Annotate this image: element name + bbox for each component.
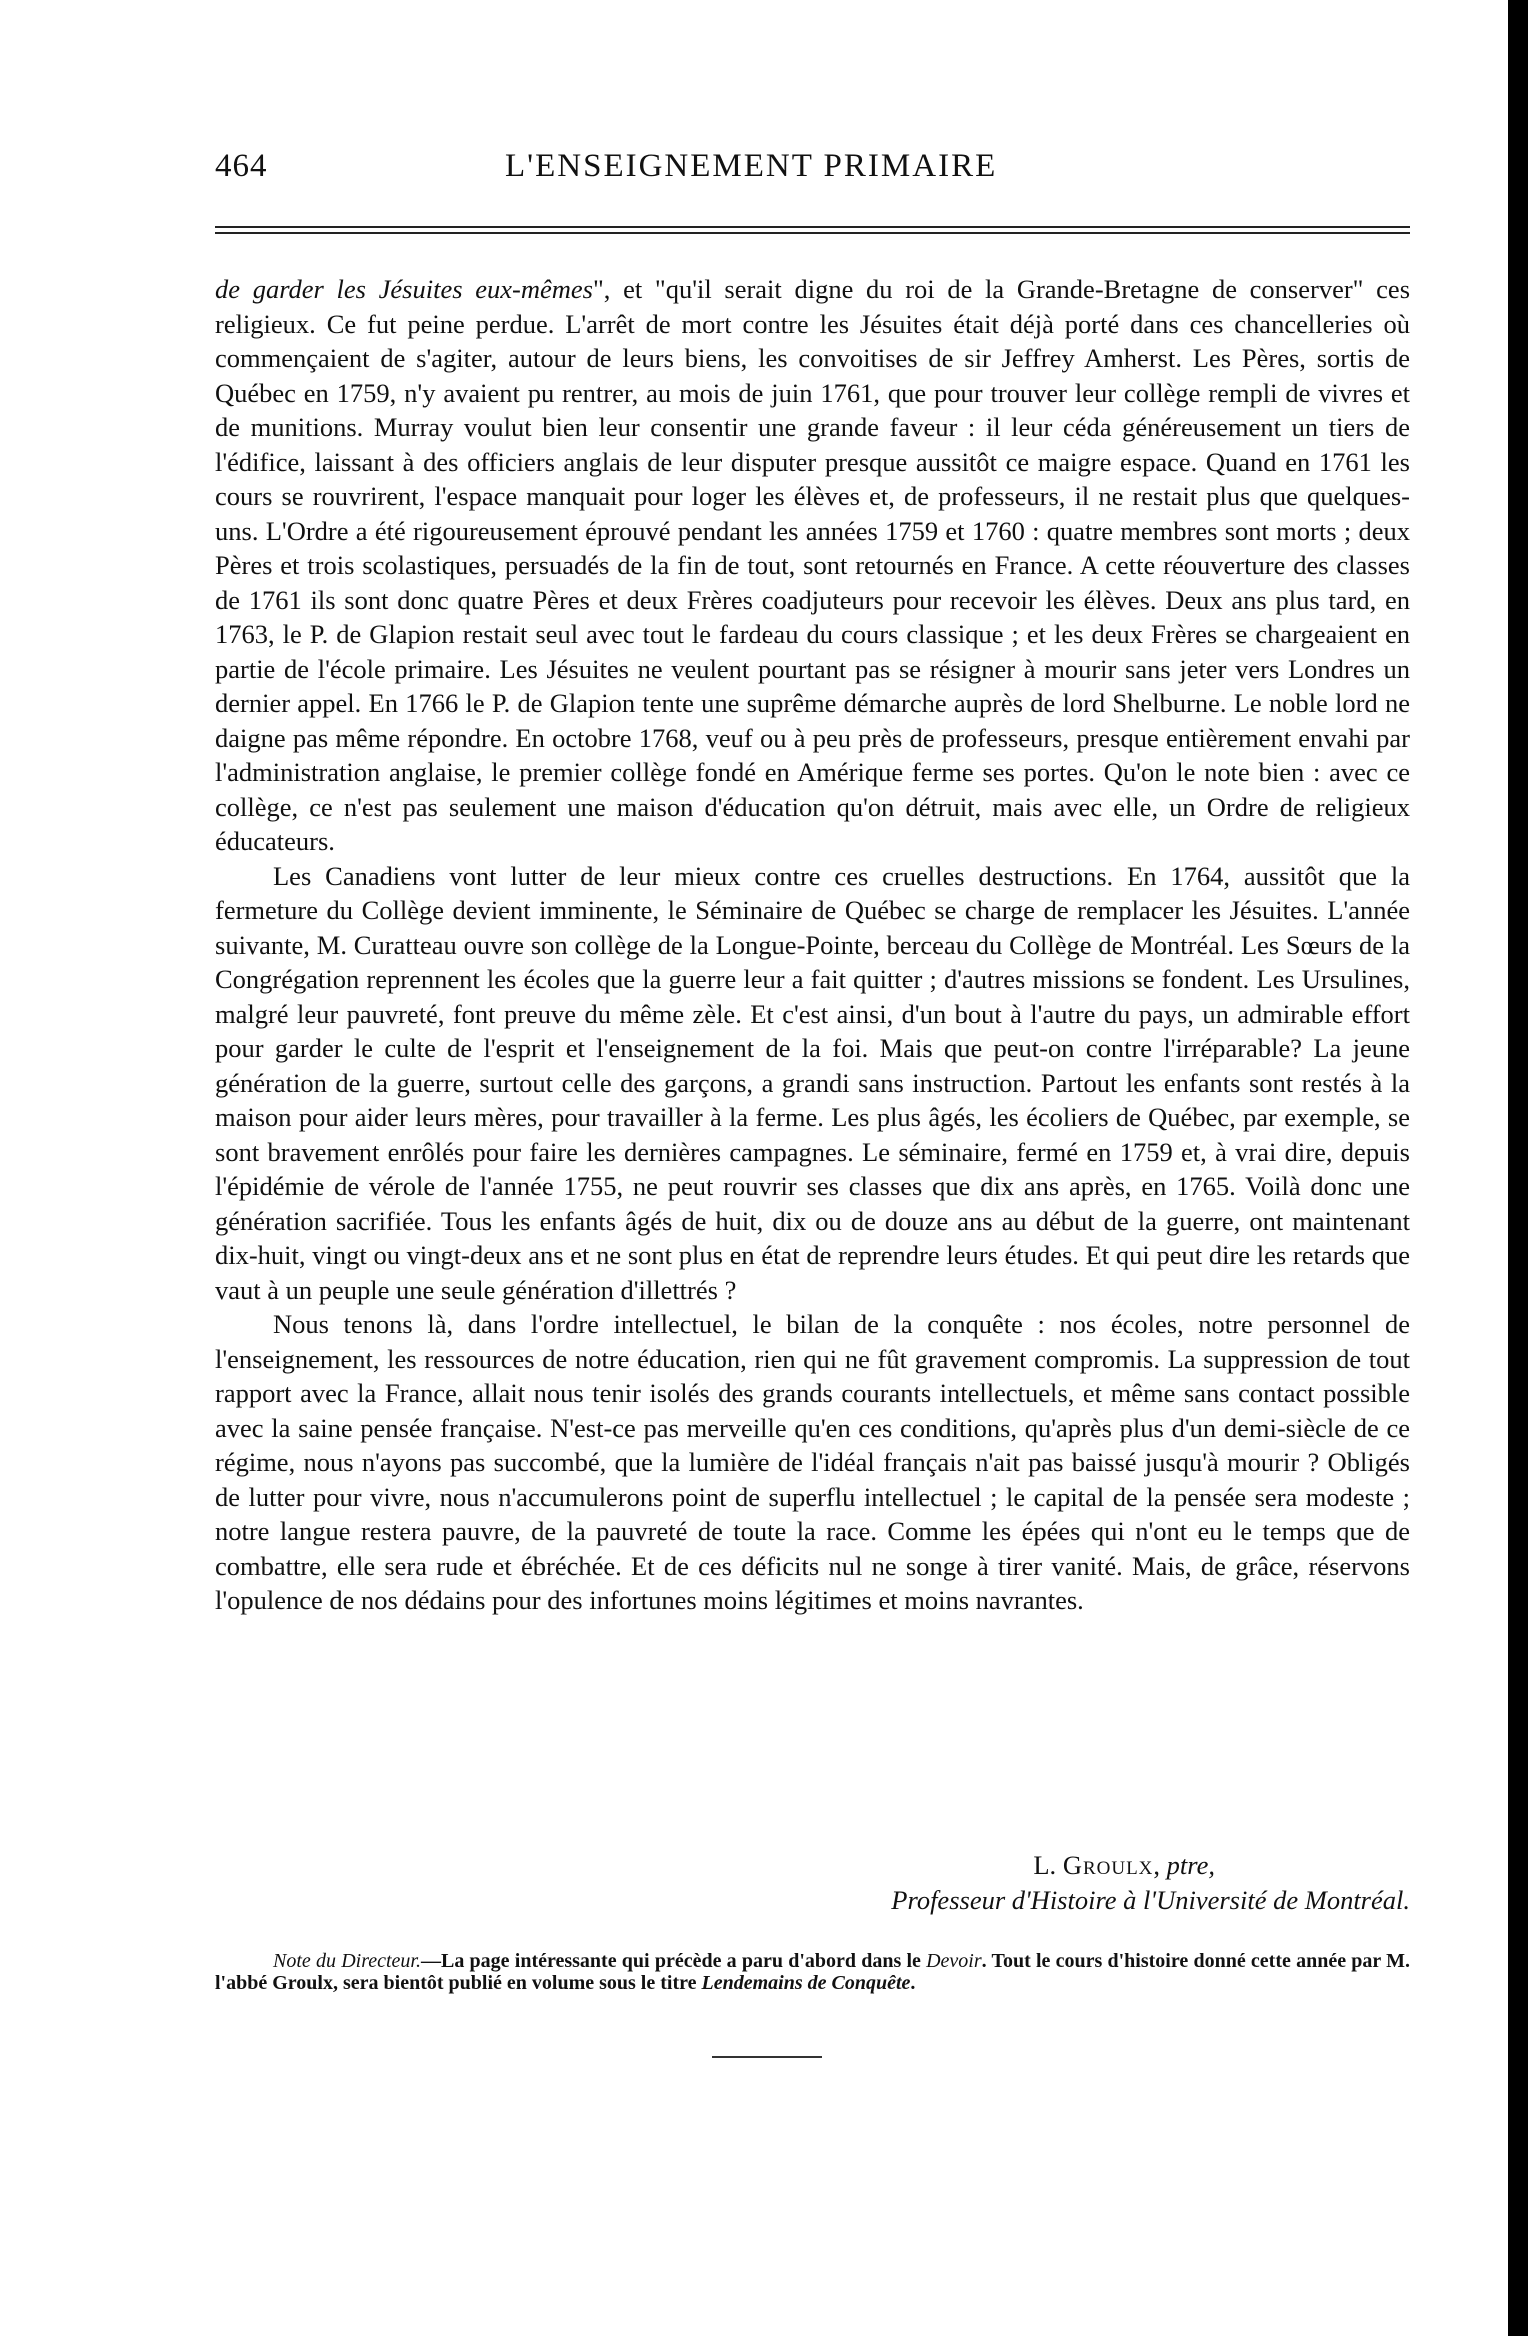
paragraph-text: ", et "qu'il serait digne du roi de la Grande-Bretagne de conserver" ces religieux. Ce fut peine perdue. L'arrêt de mort contre les Jésuites était déjà porté dans ces chancelleries où commençaient de s'agiter, autour de leurs biens, les convoitises de sir Jeffrey Amherst. Les Pères, sortis de Québec en 1759, n'y avaient pu rentrer, au mois de juin 1761, que pour trouver leur collège rempli de vivres et de munitions. Murray voulut bien leur consentir une grande faveur : il leur céda généreusement un tiers de l'édifice, laissant à des officiers anglais de leur disputer presque aussitôt ce maigre espace. Quand en 1761 les cours se rouvrirent, l'espace manquait pour loger les élèves et, de professeurs, il ne restait plus que quelques-uns. L'Ordre a été rigoureusement éprouvé pendant les années 1759 et 1760 : quatre membres sont morts ; deux Pères et trois scolastiques, persuadés de la fin de tout, sont retournés en France. A cette réouverture des classes de 1761 ils sont donc quatre Pères et deux Frères coadjuteurs pour recevoir les élèves. Deux ans plus tard, en 1763, le P. de Glapion restait seul avec tout le fardeau du cours classique ; et les deux Frères se chargeaient en partie de l'école primaire. Les Jésuites ne veulent pourtant pas se résigner à mourir sans jeter vers Londres un dernier appel. En 1766 le P. de Glapion tente une suprême démarche auprès de lord Shelburne. Le noble lord ne daigne pas même répondre. En octobre 1768, veuf ou à peu près de professeurs, presque entièrement envahi par l'administration anglaise, le premier collège fondé en Amérique ferme ses portes. Qu'on le note bien : avec ce collège, ce n'est pas seulement une maison d'éducation qu'on détruit, mais avec elle, un Ordre de religieux éducateurs.: [215, 274, 1411, 856]
newspaper-name: Devoir: [926, 1950, 982, 1972]
italic-quote: de garder les Jésuites eux-mêmes: [215, 274, 593, 304]
note-label: Note du Directeur.: [273, 1950, 421, 1972]
paragraph: Les Canadiens vont lutter de leur mieux contre ces cruelles destructions. En 1764, aussitôt que la fermeture du Collège devient imminente, le Séminaire de Québec se charge de remplacer les Jésuites. L'année suivante, M. Curatteau ouvre son collège de la Longue-Pointe, berceau du Collège de Montréal. Les Sœurs de la Congrégation reprennent les écoles que la guerre leur a fait quitter ; d'autres missions se fondent. Les Ursulines, malgré leur pauvreté, font preuve du même zèle. Et c'est ainsi, d'un bout à l'autre du pays, un admirable effort pour garder le culte de l'esprit et l'enseignement de la foi. Mais que peut-on contre l'irréparable? La jeune génération de la guerre, surtout celle des garçons, a grandi sans instruction. Partout les enfants sont restés à la maison pour aider leurs mères, pour travailler à la ferme. Les plus âgés, les écoliers de Québec, par exemple, se sont bravement enrôlés pour faire les dernières campagnes. Le séminaire, fermé en 1759 et, à vrai dire, depuis l'épidémie de vérole de l'année 1755, ne peut rouvrir ses classes que dix ans après, en 1765. Voilà donc une génération sacrifiée. Tous les enfants âgés de huit, dix ou de douze ans au début de la guerre, ont maintenant dix-huit, vingt ou vingt-deux ans et ne sont plus en état de reprendre leurs études. Et qui peut dire les retards que vaut à un peuple une seule génération d'illettrés ?: [215, 860, 1410, 1305]
note-text: —La page intéressante qui précède a paru d'abord dans le: [421, 1950, 927, 1972]
end-rule: [712, 2056, 822, 2058]
author-name: Groulx: [1062, 1850, 1154, 1880]
paragraph: Nous tenons là, dans l'ordre intellectuel, le bilan de la conquête : nos écoles, notre personnel de l'enseignement, les ressources de notre éducation, rien qui ne fût gravement compromis. La suppression de tout rapport avec la France, allait nous tenir isolés des grands courants intellectuels, et même sans contact possible avec la saine pensée française. N'est-ce pas merveille qu'en ces conditions, qu'après plus d'un demi-siècle de ce régime, nous n'ayons pas succombé, que la lumière de l'idéal français n'ait pas baissé jusqu'à mourir ? Obligés de lutter pour vivre, nous n'accumulerons point de superflu intellectuel ; le capital de la pensée sera modeste ; notre langue restera pauvre, de la pauvreté de toute la race. Comme les épées qui n'ont eu le temps que de combattre, elle sera rude et ébréchée. Et de ces déficits nul ne songe à tirer vanité. Mais, de grâce, réservons l'opulence de nos dédains pour des infortunes moins légitimes et moins navrantes.: [215, 1309, 1410, 1615]
paragraph: [215, 272, 1410, 859]
note-text: . Tout le cours d'histoire donné cette année par M. l'abbé Groulx, sera bientôt publié en volume sous le titre: [215, 1950, 1411, 1994]
note-text: .: [910, 1972, 916, 1994]
body-text: [215, 272, 1410, 1618]
signature-name-line: L. Groulx, ptre,: [1033, 1850, 1215, 1880]
header-rule: [215, 226, 1410, 234]
editor-note: [215, 1950, 1410, 1994]
page-header: [215, 148, 1410, 194]
running-title: L'ENSEIGNEMENT PRIMAIRE: [505, 148, 998, 184]
signature-block: [215, 1848, 1410, 1917]
author-initial: L.: [1033, 1850, 1057, 1880]
book-title: Lendemains de Conquête: [701, 1972, 911, 1994]
author-affiliation: Professeur d'Histoire à l'Université de Montréal.: [891, 1884, 1410, 1915]
page-number: 464: [215, 148, 268, 184]
author-title: ptre,: [1166, 1850, 1215, 1880]
